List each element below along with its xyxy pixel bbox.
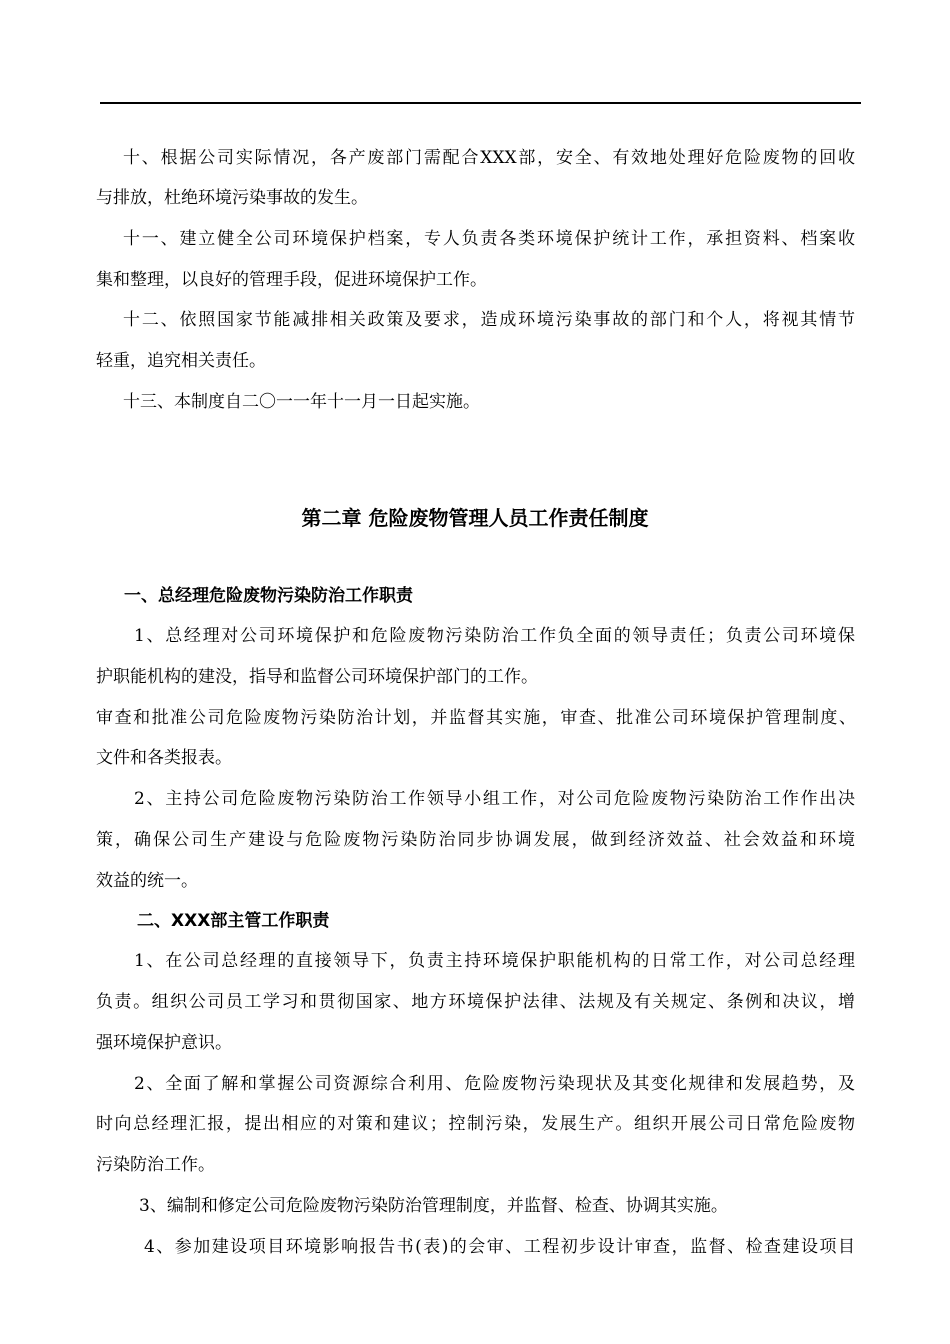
part1-item2-line-2: 策，确保公司生产建设与危险废物污染防治同步协调发展，做到经济效益、社会效益和环境	[96, 830, 855, 850]
part2-item1-line-1: 1、在公司总经理的直接领导下，负责主持环境保护职能机构的日常工作，对公司总经理	[134, 951, 855, 971]
paragraph-11-line-1: 十一、建立健全公司环境保护档案，专人负责各类环境保护统计工作，承担资料、档案收	[123, 229, 855, 249]
part2-item2-line-3: 污染防治工作。	[96, 1155, 215, 1175]
paragraph-12-line-1: 十二、依照国家节能减排相关政策及要求，造成环境污染事故的部门和个人，将视其情节	[123, 310, 855, 330]
part1-item1-line-1: 1、总经理对公司环境保护和危险废物污染防治工作负全面的领导责任；负责公司环境保	[134, 626, 855, 646]
paragraph-11-line-2: 集和整理，以良好的管理手段，促进环境保护工作。	[96, 270, 487, 290]
part2-item1-line-3: 强环境保护意识。	[96, 1033, 232, 1053]
section-heading-department-head: 二、XXX部主管工作职责	[137, 911, 330, 931]
paragraph-13-line-1: 十三、本制度自二〇一一年十一月一日起实施。	[123, 392, 480, 412]
paragraph-10-line-1: 十、根据公司实际情况，各产废部门需配合XXX部，安全、有效地处理好危险废物的回收	[123, 148, 855, 168]
part1-item1-line-3: 审查和批准公司危险废物污染防治计划，并监督其实施，审查、批准公司环境保护管理制度、	[96, 708, 856, 728]
paragraph-12-line-2: 轻重，追究相关责任。	[96, 351, 266, 371]
part2-item2-line-1: 2、全面了解和掌握公司资源综合利用、危险废物污染现状及其变化规律和发展趋势，及	[134, 1074, 855, 1094]
part1-item2-line-3: 效益的统一。	[96, 871, 198, 891]
part2-item4-line-1: 4、参加建设项目环境影响报告书(表)的会审、工程初步设计审查，监督、检查建设项目	[144, 1237, 855, 1257]
part1-item1-line-2: 护职能机构的建没，指导和监督公司环境保护部门的工作。	[96, 667, 538, 687]
part1-item2-line-1: 2、主持公司危险废物污染防治工作领导小组工作，对公司危险废物污染防治工作作出决	[134, 789, 855, 809]
chapter-title: 第二章 危险废物管理人员工作责任制度	[301, 506, 649, 530]
section-heading-general-manager: 一、总经理危险废物污染防治工作职责	[124, 586, 413, 606]
part1-item1-line-4: 文件和各类报表。	[96, 748, 232, 768]
part2-item2-line-2: 时向总经理汇报，提出相应的对策和建议；控制污染，发展生产。组织开展公司日常危险废物	[96, 1114, 855, 1134]
part2-item3-line-1: 3、编制和修定公司危险废物污染防治管理制度，并监督、检查、协调其实施。	[139, 1196, 728, 1216]
paragraph-10-line-2: 与排放，杜绝环境污染事故的发生。	[96, 188, 368, 208]
header-rule	[100, 102, 861, 104]
part2-item1-line-2: 负责。组织公司员工学习和贯彻国家、地方环境保护法律、法规及有关规定、条例和决议，增	[96, 992, 855, 1012]
